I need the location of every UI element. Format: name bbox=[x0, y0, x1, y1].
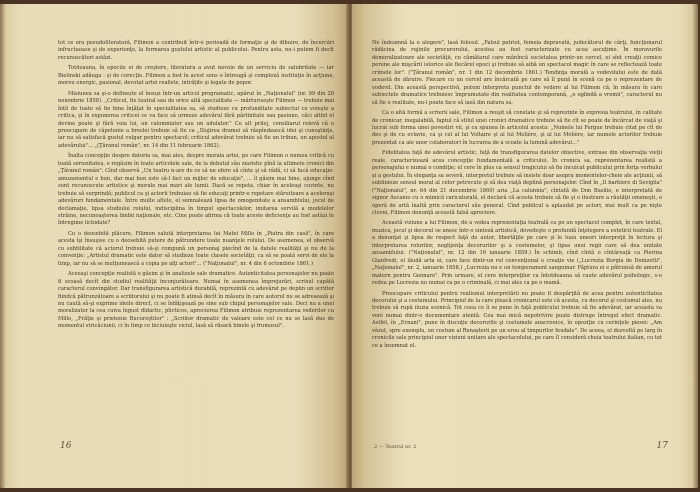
left-page-text-column bbox=[58, 40, 334, 334]
page-number: 16 bbox=[60, 441, 72, 451]
left-page bbox=[0, 4, 348, 488]
right-page bbox=[352, 4, 698, 488]
page-number: 17 bbox=[656, 441, 668, 451]
paragraph: Această viziune a lui Filimon, de a vedea reprezentaţia teatrală ca pe un spectacol complet, în care textul, muzica, jocul şi decorul se unesc într-o sinteză artistică, dovedeşte o profundă înţelegere a esteticii teatrale. El a denunţat şi lipsa de respect faţă de autor, libertăţile pe care şi le luau uneori interpreţii în lectura şi interpretarea rolurilor, neglijenţa decorurilor şi a costumelor, şi lipsa unei regii care să dea unitate ansamblului. ("Naţionalul", nr. 12 din 16 ianuarie 1859.) În schimb, cînd cîntă o cîntăreaţă ca Pierina Gianfredi, el lăudă arta ei, care face dintr-un rol convenţional o creaţie vie („Lucrezia Borgia de Donizetti", „Naţionalul", nr. 2, ianuarie 1858.) „Lucrezia nu e un temperament sanguinar. Făptura ei e pătrunsă de amorul matern pentru Gennaro". Prin urmare, el cere interpreţilor ca întotdeauna să caute adevărul psihologic, s-o redea pe Lucrezia nu numai ca pe o criminală, ci mai ales ca pe o mamă. bbox=[372, 220, 662, 287]
right-page-edge bbox=[692, 4, 698, 488]
right-page-text-column bbox=[372, 40, 662, 353]
paragraph: Misiunea sa şi-o definește el însuși într-un articol programatic, apărut în „Naţionalul" (nr. 99 din 20 noiembrie 1858). „Criticul, fie teatral sau de orice altă specialitate — mărturiseşte Filimon — trebuie mai întîi de toate să fie bine înţăţat în specialitatea sa, să studieze cu profunditate subiectul ce voieşte a critica, şi în expunerea criticei ce va face să urmeze adevărul fără părtinitate sau pasiune, căci altfel el devine poate şi fără voia lui, un calomniator sau un adulator." Cu alt prilej, consiliarul relevă că o preocupare de căpetenie a breslei trebuie să fie ca „Slujirea dramei să răspîndească idei şi cunoştinţe, iar nu să satisfacă gustul vulgar pentru spectacol; criticul adevărat trebuie să fie un tribun, un apostol al adevărului"... „(Ţăranul român", nr. 14 din 11 februarie 1862). bbox=[58, 90, 334, 149]
paragraph: Înalta concepţie despre datoria sa, mai ales, despre morala artei, pe care Filimon o numea critică cu toată seriozitatea, o regăsim în toate articolele sale, de la debutul său ziaristic pînă la ultimele cronici din „Ţăranul român". Cînd observă „Un teatru n-are de ce să ne ofere să cînte şi să râdă, ci să facă educaţie: amuzamentul e bun, dar mai bun este să-l faci un mijloc de educaţie", ... îl găsim mai bine, ajunge cînd sunt recunoscute artistice şi morale mai mari ale lumii. Dacă se repeta, chiar în aceleaşi cuvinte, nu trebuie să surprindă; publicul ca şi actorii trebuiau să fie educaţi printr-o repetare stăruitoare a aceloraşi adevăruri fundamentale. Între multe altele, el semnalează lipsa de omogenitate a ansamblului, jocul de declamaţie, lipsa studiului rolului, indisciplina în timpul spectacolelor, imitarea servilă a modelelor străine, necunoaşterea limbii naţionale, etc. Cine poate afirma că toate aceste deficienţe au fost astăzi în întregime lichidate? bbox=[58, 153, 334, 227]
paragraph: Fidelitatea faţă de adevărul artistic, faţă de transfigurarea datelor obiective, extrase din observaţia vieţii reale, caracterizează acea concepţie fundamentală a criticului. În cronica sa, reprezentarea realistă a personajului e numai o condiţie; el cere în plus ca sensul tragicului să fie inculcat publicului prin forţa verbului şi a gestului. În eleganţa sa severă, interpretul trebuie să insiste doar asupra momentelor-cheie ale acţiunii, să sublinieze sensul moral al celor petrecute şi să dea viaţă deplină personajelor. Cînd în „Il barbiere di Seviglia" ("Naţionalul", nr. 64 din 21 decembrie 1860) aria „La calunnia", cîntată de Don Basilio, e interpretată de signor Ascanio cu o mimică caricaturală, el declară că acesta trebuie să fie şi o ilustrare a răutăţii omeneşti, o operă de artă înaltă prin caracterul său general. Cînd publicul a aplaudat pe actori, mai mult ca pe nişte clovni, Filimon denunţă această falsă apreciere. bbox=[372, 150, 662, 216]
paragraph: Totdeauna, în epocile ei de creştere, literatura a avut nevoie de un serviciu de salubritate — iar Bielinski adăuga : şi de corecţie. Filimon a fost în acest sens o întreagă şi complexă instituţie în acţiune, mereu energic, pasional, devotat artei realiste, intrăţite şi legate de popor. bbox=[58, 65, 334, 87]
paragraph: Ne îndeamnă la o alegere", lasă folosul. „Falsul patriot, femeia depravată, judecătorul de cărţi, funcţionarul rădăcina de rujinile procurorului, acestea au fost caracterizate cu acea ascuţime. În moravurile demoralizatoare ale societăţii, cu cămătarul care mănîncă societatea printr-un cercel, ei sînt creaţii comice perene ale mişcării istorice ale fiecărei epoci şi trebuie să aibă un spectacol magic în care se reflectează toate crimele lor". ("Ţăranul român", nr. 1 din 12 decembrie 1861.) Tendinţa morală a vodevilului este de dată această de dăruire. Fiecare cu un cercel are încărcată pe care să îl pună în scenă ca pe o reprezentare de vodevil. Din această perspectivă, putem interpreta punctul de vedere al lui Filimon că, în măsura în care subiectele dramatice trebuiesc împrumutate din realitatea contemporană, „o oglindă a vremii", caracterul nu să fie o realitate, nu-l poate face să iasă din natura sa. bbox=[372, 40, 662, 106]
paragraph: Cu o deosebită plăcere, Filimon salută interpretarea lui Matei Millo în „Piatra din casă", în care acesta îşi însuşise cu o deosebită putere de pătrundere toate nuanţele rolului. De asemenea, el observă cu subtilitate că actorul trebuie să-şi compună un personaj plecînd de la datele realităţii şi nu de la convenţie: „Artistul dramatic este dator să studieze toate clasele societăţii, ca să se poată servi de ele la timp, iar nu să se mulţumească a copia pe alţi actori"... ("Naţionalul", nr. 4 din 6 octombrie 1861.) bbox=[58, 230, 334, 267]
paragraph: Preocupare criticului pentru realismul interpretării nu poate fi despărţită de acea pentru autenticitatea decorului şi a costumului. Principiul de la care pleacă cronicarul este că acesta, cu decorul şi costumul ales, nu trebuie să rupă iluzia scenică. Tot ceea ce îi se pune în faţă publicului trebuie să fie adevărat, iar aceasta va veni numai dintr-o documentare atentă. Cea mai mică nepotrivire poate distruge întregul efect dramatic. Astfel, în „Ernani", pune în discuţie decorurile şi costumele anacronice, în opoziţie cu cerinţele piesei: „Am văzut, spre exemplu, un costum al Renaşterii pe un erou al timpurilor feudale". De aceea, el dezvoltă pe larg în cronicile sale principiul unor viziuni unitare ale spectacolului, pe care îl consideră cheia teatrului italian, cu tot ce a însemnat el. bbox=[372, 290, 662, 349]
left-page-edge bbox=[0, 4, 6, 488]
page-footer-signature: 2 — Teatrul nr. 2 bbox=[374, 444, 417, 450]
paragraph: Ca o altă formă a scrierii sale, Filimon a reuşit să constate şi să reprezinte în expresia teatrului, în calitate de cronicar, inegalabilă, faptul că stilul unei cronici dramatice trebuie să fie cît se poate de încărcat de viaţă şi lucrat sub forma unei povestiri vii, şi ca spunea în articolul acesta: „Numele lui Fergue trebuie citat pe cît de des şi de cu evlavie, ca şi cel al lui Voltaire şi al lui Molière, şi al lui Molière, iar numele actorilor trebuie prezentat ca ale unor colaboratori în lucrarea de a scoate la lumină adevărul..." bbox=[372, 110, 662, 146]
paragraph: Aceeaşi concepţie realistă o găsim şi în analizele sale dramatice. Autenticitatea personajelor nu poate fi scoasă decît din studiul realităţii înconjurătoare. Numai în asemenea împrejurări, scrisul capătă caracterul convingător. Dar transfigurarea artistică durabilă, reprezintă cu adevărat pe deplin un scriitor fiindcă pătrunzătoare a scriitorului şi nu poate fi atinsă decît în măsura în care autorul nu se adresează şi nu caută să-şi exprime ideile direct, ci se înfăţişează pe sine sub chipul personajelor sale. Deci nu a unei moralizator la cea cuiva îngust didactic, plicticos, aprecierea Filimon atribuie reprezentarea vederilor cu Millo, „Frăţie şi prietenie Bucureştilor" : „Scriitor dramatic de valoare este cel ce nu se lasă dus de momentul stricăciunii, ci în timp ce biciuieşte viciul, lasă să răsară binele şi frumosul". bbox=[58, 271, 334, 330]
paragraph: tot ce era pseudoliteratură, Filimon a contribuit într-o perioadă de formaţie şi de dibuire, de încercări infructuoase şi de experienţe, la formarea gustului artistic al publicului. Pentru asta, nu-i putem fi decît recunoscători astăzi. bbox=[58, 40, 334, 61]
